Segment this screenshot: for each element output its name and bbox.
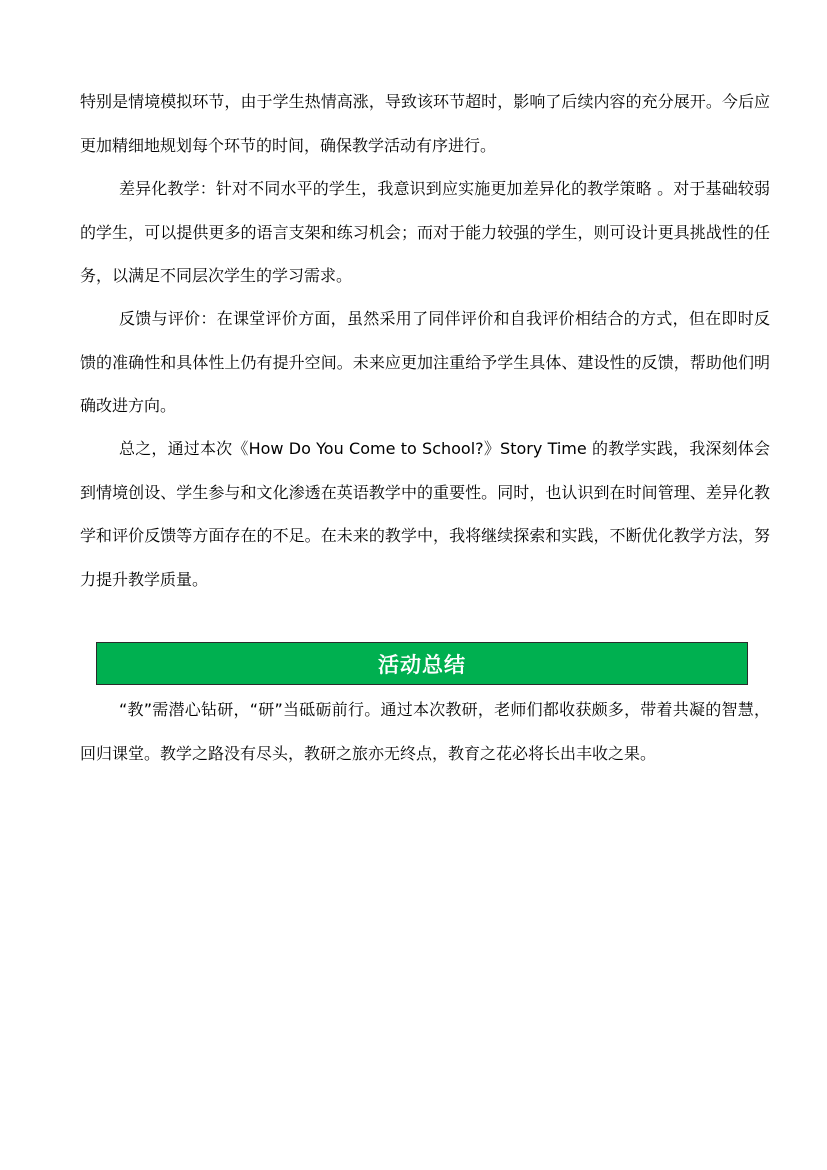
paragraph-differentiated-teaching: 差异化教学：针对不同水平的学生，我意识到应实施更加差异化的教学策略 。对于基础较弱的学生，可以提供更多的语言支架和练习机会；而对于能力较强的学生，则可设计更具挑战性的任务，以满足不同层次学生的学习需求。 <box>80 179 770 285</box>
activity-summary-title: 活动总结 <box>378 652 466 677</box>
paragraph-feedback-evaluation: 反馈与评价：在课堂评价方面，虽然采用了同伴评价和自我评价相结合的方式，但在即时反馈的准确性和具体性上仍有提升空间。未来应更加注重给予学生具体、建设性的反馈，帮助他们明确改进方向。 <box>80 309 770 415</box>
activity-summary-banner <box>96 642 748 685</box>
paragraph-time-management: 特别是情境模拟环节，由于学生热情高涨，导致该环节超时，影响了后续内容的充分展开。今后应更加精细地规划每个环节的时间，确保教学活动有序进行。 <box>80 92 770 155</box>
activity-summary-text: “教”需潜心钻研，“研”当砥砺前行。通过本次教研，老师们都收获颇多，带着共凝的智慧，回归课堂。教学之路没有尽头，教研之旅亦无终点，教育之花必将长出丰收之果。 <box>80 700 770 763</box>
paragraph-conclusion: 总之，通过本次《How Do You Come to School?》Story Time 的教学实践，我深刻体会到情境创设、学生参与和文化渗透在英语教学中的重要性。同时，也认识到在时间管理、差异化教学和评价反馈等方面存在的不足。在未来的教学中，我将继续探索和实践，不断优化教学方法，努力提升教学质量。 <box>80 439 770 589</box>
